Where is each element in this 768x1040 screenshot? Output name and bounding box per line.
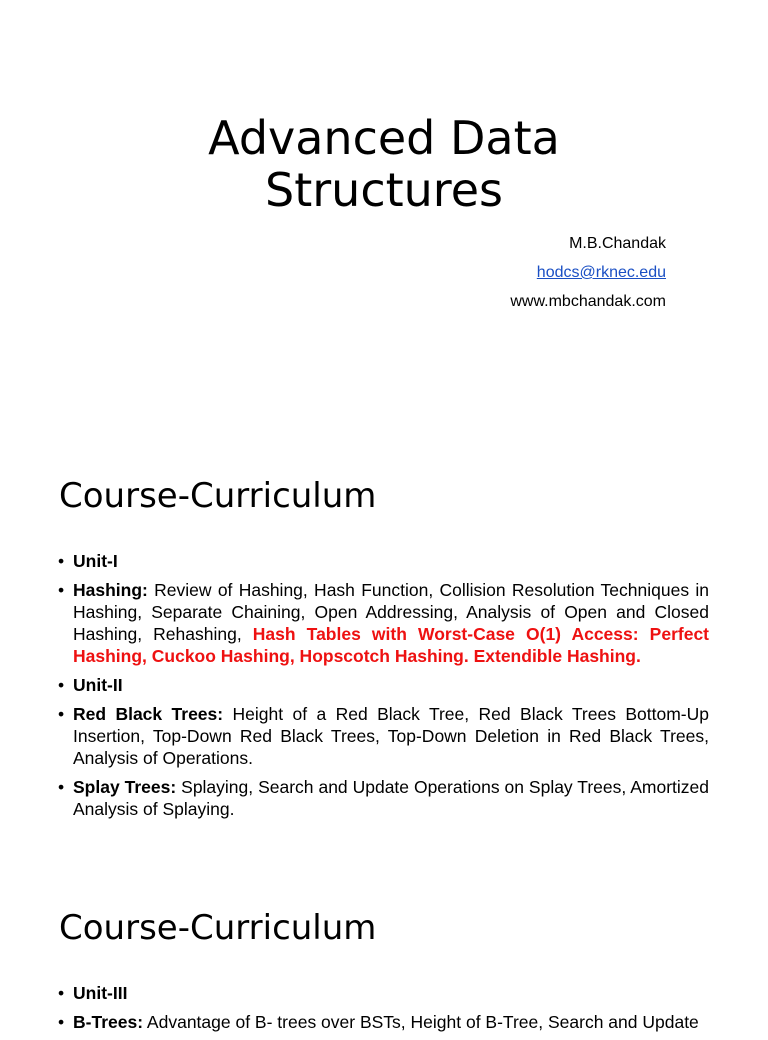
title-line-2: Structures bbox=[265, 163, 503, 217]
website-text: www.mbchandak.com bbox=[510, 293, 666, 310]
bullet-text: Review of Hashing, Hash Function, Collision Resolution Techniques in Hashing, Separate Chaining, Open Addressing, Analysis of Open and Closed Hashing, Rehashing, bbox=[73, 580, 709, 644]
bullet-item bbox=[58, 776, 709, 820]
bullet-item bbox=[58, 1011, 709, 1033]
slide-heading: Course-Curriculum bbox=[59, 476, 377, 516]
bullet-dot: • bbox=[58, 675, 65, 695]
bullet-dot: • bbox=[58, 777, 65, 797]
curriculum-slide-1 bbox=[0, 432, 768, 864]
bullet-label: Unit-III bbox=[73, 983, 128, 1003]
bullet-label: Unit-II bbox=[73, 675, 123, 695]
author-block bbox=[510, 229, 666, 316]
bullet-text: Height of a Red Black Tree, Red Black Trees Bottom-Up Insertion, Top-Down Red Black Trees, Top-Down Deletion in Red Black Trees, Analysis of Operations. bbox=[73, 704, 709, 768]
slide-title bbox=[0, 112, 768, 216]
bullet-item bbox=[58, 579, 709, 667]
bullet-list bbox=[58, 550, 709, 827]
bullet-highlight: Hash Tables with Worst-Case O(1) Access: Perfect Hashing, Cuckoo Hashing, Hopscotch Hashing. Extendible Hashing. bbox=[73, 624, 710, 666]
title-line-1: Advanced Data bbox=[208, 111, 560, 165]
bullet-item bbox=[58, 982, 709, 1004]
author-name: M.B.Chandak bbox=[569, 235, 666, 252]
title-slide bbox=[0, 0, 768, 432]
bullet-text: Advantage of B- trees over BSTs, Height of B-Tree, Search and Update bbox=[143, 1012, 699, 1032]
bullet-dot: • bbox=[58, 551, 65, 571]
bullet-label: Unit-I bbox=[73, 551, 118, 571]
bullet-item bbox=[58, 703, 709, 769]
bullet-text: Splaying, Search and Update Operations on Splay Trees, Amortized Analysis of Splaying. bbox=[73, 777, 710, 819]
bullet-item bbox=[58, 550, 709, 572]
bullet-dot: • bbox=[58, 983, 65, 1003]
bullet-list bbox=[58, 982, 709, 1040]
bullet-dot: • bbox=[58, 1012, 65, 1032]
bullet-dot: • bbox=[58, 580, 65, 600]
bullet-label: B-Trees: bbox=[73, 1012, 144, 1032]
slide-heading: Course-Curriculum bbox=[59, 908, 377, 948]
bullet-dot: • bbox=[58, 704, 65, 724]
bullet-label: Hashing: bbox=[73, 580, 148, 600]
email-link[interactable]: hodcs@rknec.edu bbox=[536, 264, 666, 281]
bullet-label: Red Black Trees: bbox=[73, 704, 224, 724]
curriculum-slide-2 bbox=[0, 864, 768, 1032]
bullet-item bbox=[58, 674, 709, 696]
bullet-label: Splay Trees: bbox=[73, 777, 177, 797]
